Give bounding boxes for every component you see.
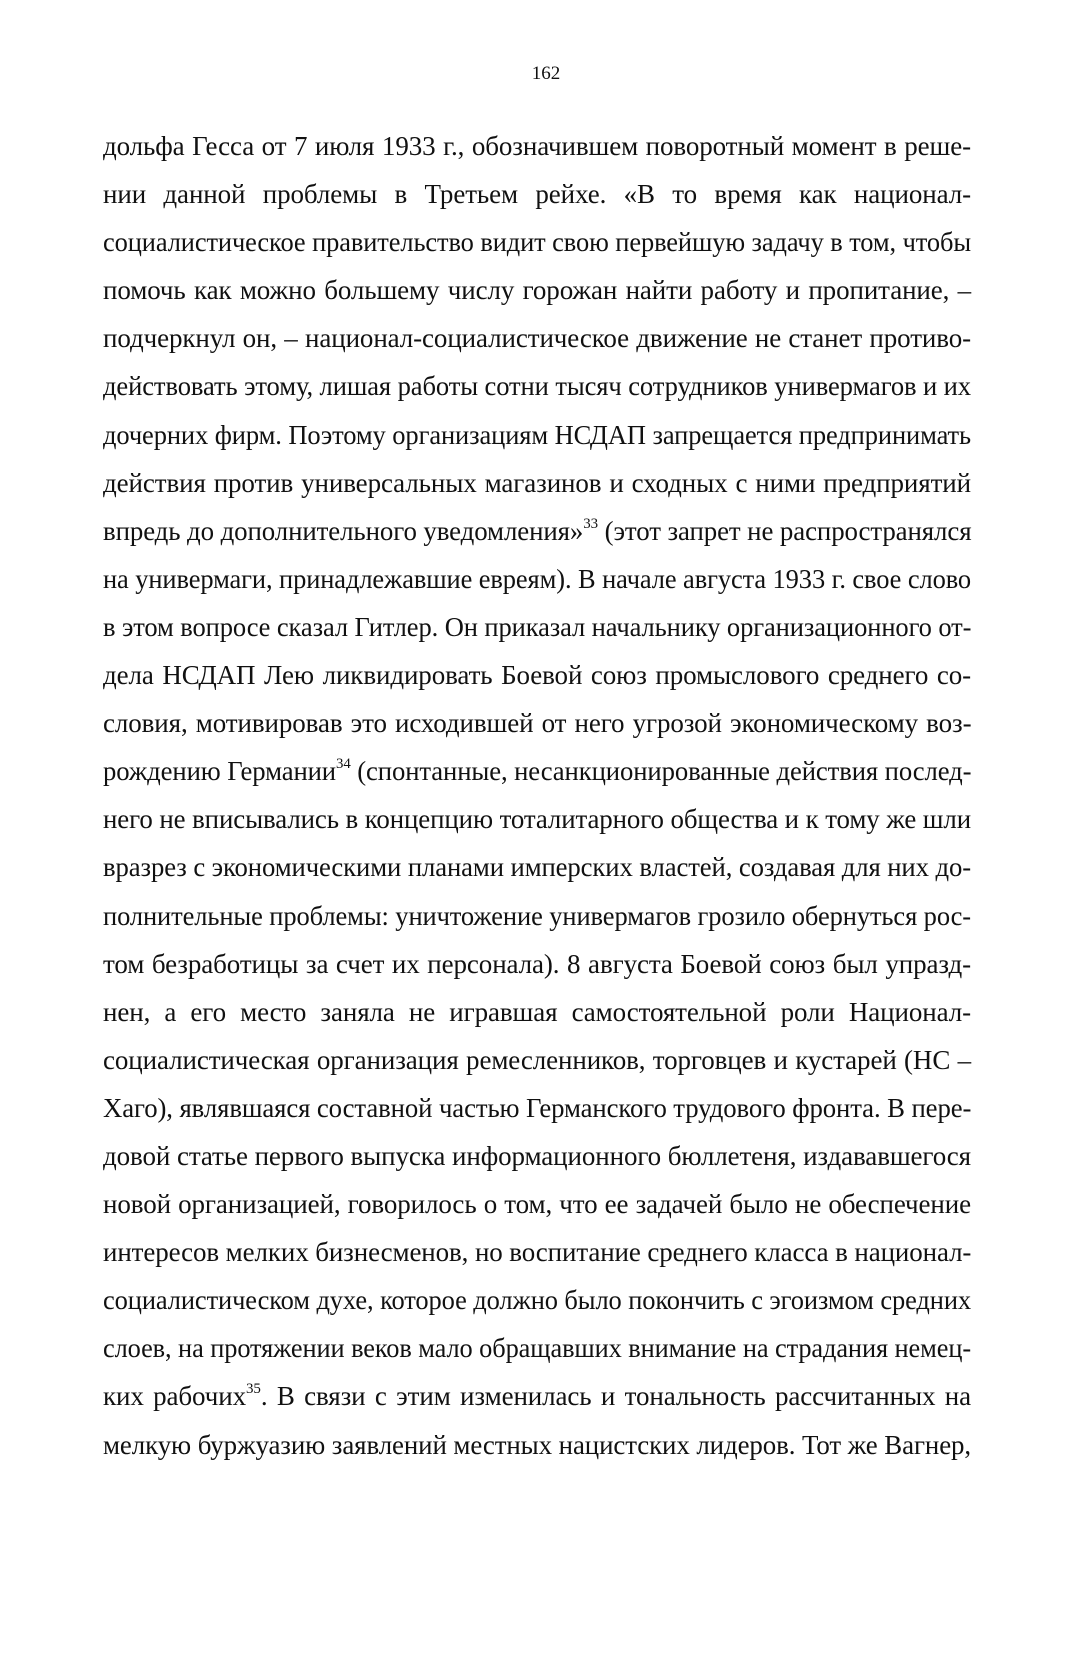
text-line (103, 655, 971, 703)
text-line (103, 174, 971, 222)
line-text: мелкую буржуазию заявлений местных нацистских лидеров. Тот же Вагнер, (103, 1429, 972, 1460)
line-text: том безработицы за счет их персонала). 8 августа Боевой союз был упразд- (103, 948, 971, 979)
footnote-ref: 33 (583, 515, 599, 532)
text-line (103, 1376, 971, 1424)
body-text (103, 126, 971, 1473)
line-text: на универмаги, принадлежавшие евреям). В начале августа 1933 г. свое слово (103, 563, 972, 594)
line-text: нии данной проблемы в Третьем рейхе. «В то время как национал- (103, 179, 971, 210)
line-text: социалистическая организация ремесленников, торговцев и кустарей (НС – (103, 1044, 971, 1075)
footnote-ref: 34 (336, 756, 351, 773)
line-text-continued: . В связи с этим изменилась и тональность рассчитанных на (260, 1381, 971, 1412)
line-text: новой организацией, говорилось о том, что ее задачей было не обеспечение (103, 1189, 971, 1220)
text-line (103, 607, 971, 655)
text-line (103, 751, 971, 799)
text-line (103, 1040, 971, 1088)
line-text: действия против универсальных магазинов и сходных с ними предприятий (103, 467, 971, 498)
text-line (103, 1280, 971, 1328)
line-text: рождению Германии (103, 756, 337, 787)
text-line (103, 896, 971, 944)
line-text: дольфа Гесса от 7 июля 1933 г., обозначившем поворотный момент в реше- (103, 131, 971, 161)
line-text: действовать этому, лишая работы сотни тысяч сотрудников универмагов и их (103, 371, 971, 402)
text-line (103, 847, 971, 895)
line-text: дела НСДАП Лею ликвидировать Боевой союз промыслового среднего со- (103, 660, 971, 691)
line-text: подчеркнул он, – национал-социалистическое движение не станет противо- (103, 323, 971, 354)
line-text: помочь как можно большему числу горожан найти работу и пропитание, – (103, 275, 972, 306)
text-line (103, 1184, 971, 1232)
line-text: вразрез с экономическими планами имперских властей, создавая для них до- (103, 852, 971, 883)
text-line (103, 944, 971, 992)
line-text: в этом вопросе сказал Гитлер. Он приказал начальнику организационного от- (103, 611, 972, 642)
line-text-continued: (этот запрет не распространялся (598, 515, 972, 546)
text-line (103, 799, 971, 847)
line-text: полнительные проблемы: уничтожение универмагов грозило обернуться рос- (103, 900, 972, 931)
line-text: социалистическом духе, которое должно было покончить с эгоизмом средних (103, 1285, 972, 1316)
text-line (103, 222, 971, 270)
line-text: социалистическое правительство видит свою первейшую задачу в том, чтобы (103, 227, 972, 258)
text-line (103, 1232, 971, 1280)
text-line (103, 1088, 971, 1136)
text-line (103, 511, 971, 559)
line-text-continued: (спонтанные, несанкционированные действия послед- (350, 756, 972, 787)
line-text: впредь до дополнительного уведомления» (103, 515, 584, 546)
line-text: довой статье первого выпуска информационного бюллетеня, издававшегося (103, 1140, 971, 1171)
line-text: словия, мотивировав это исходившей от него угрозой экономическому воз- (103, 708, 972, 739)
footnote-ref: 35 (246, 1381, 261, 1398)
text-line (103, 1136, 971, 1184)
text-line (103, 366, 971, 414)
page-number: 162 (531, 63, 561, 84)
text-line (103, 1425, 971, 1473)
text-line (103, 1328, 971, 1376)
text-line (103, 703, 971, 751)
text-line (103, 559, 971, 607)
text-line (103, 270, 971, 318)
line-text: дочерних фирм. Поэтому организациям НСДАП запрещается предпринимать (103, 419, 972, 450)
line-text: Хаго), являвшаяся составной частью Германского трудового фронта. В пере- (103, 1092, 972, 1123)
text-line (103, 318, 971, 366)
line-text: слоев, на протяжении веков мало обращавших внимание на страдания немец- (103, 1333, 972, 1364)
text-line (103, 463, 971, 511)
text-line (103, 992, 971, 1040)
text-line (103, 126, 971, 174)
line-text: нен, а его место заняла не игравшая самостоятельной роли Национал- (103, 996, 971, 1027)
line-text: него не вписывались в концепцию тоталитарного общества и к тому же шли (103, 804, 971, 835)
line-text: ких рабочих (103, 1381, 246, 1412)
text-line (103, 415, 971, 463)
line-text: интересов мелких бизнесменов, но воспитание среднего класса в национал- (103, 1237, 972, 1268)
